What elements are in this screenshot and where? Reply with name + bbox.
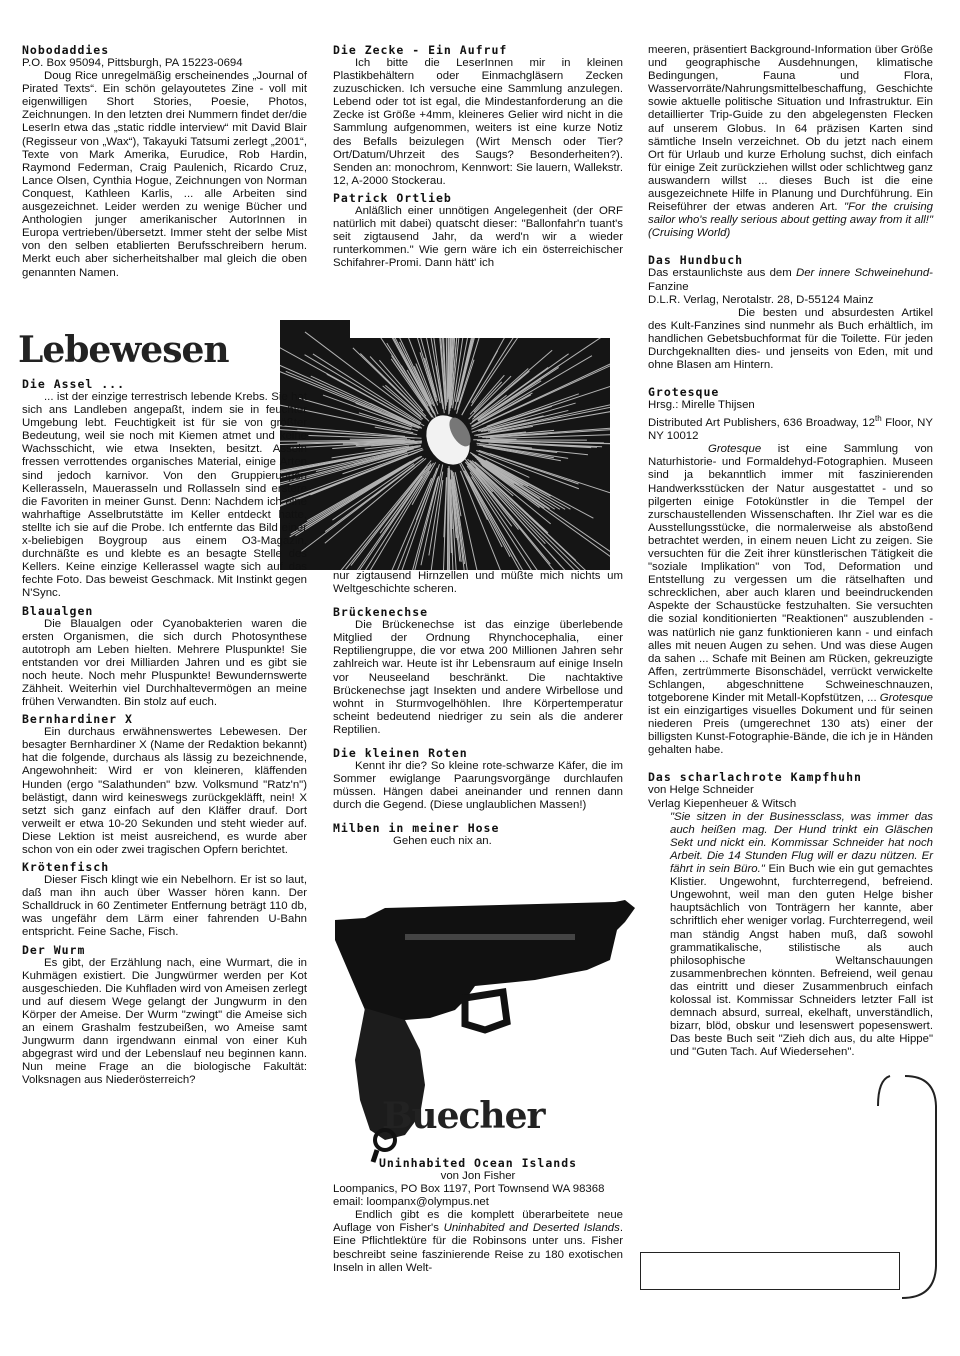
text-islands: [333, 1209, 623, 1274]
heading-blaualgen: Blaualgen: [22, 603, 94, 618]
text-blaualgen: Die Blaualgen oder Cyanobakterien waren die ersten Organismen, die sich durch Photosynthese autotroph am Leben hielten. Mehrere Pluspunkte! Sie entstanden vor drei Milliarden Jahren und es gibt sie noch heute. Noch mehr Pluspunkte! Bewundernswerte Zähheit. Weiterhin viel Durchhaltevermögen an meine frühen Verwandten. Bin stolz auf euch.: [22, 617, 307, 709]
column-left-lower: [22, 378, 307, 1088]
publisher-islands: Loompanics, PO Box 1197, Port Townsend WA 98368: [333, 1183, 605, 1196]
title-schweinehund: Der innere Schweinehund: [796, 267, 930, 280]
text-bernhardiner: Ein durchaus erwähnenswertes Lebewesen. Der besagter Bernhardiner X (Name der Redaktion bekannt) hat die folgende, durchaus als lässig zu bezeichnende, Angewohnheit: Wird er von kleineren, kläffenden Hunden (ergo "Salathunden" bzw. Volksmund "Ratz'n") belästigt, dann wird keineswegs zurückgekläfft, nein! X setzt sich ganz einfach auf den Kläffer drauf. Dort verweilt er etwa 10-20 Sekunden und steht wieder auf. Diese Lektion ist meist ausreichend, es wurde aber schon von ein oder zwei tragischen Opfern berichtet.: [22, 726, 307, 856]
publisher-hundbuch: D.L.R. Verlag, Nerotalstr. 28, D-55124 Mainz: [648, 293, 874, 306]
text-kampfhuhn: [648, 811, 933, 1060]
heading-milben: Milben in meiner Hose: [333, 821, 500, 836]
section-title-lebewesen: Lebewesen: [18, 329, 229, 371]
text-hundbuch: Die besten und absurdesten Artikel des Kult-Fanzines sind nunmehr als Buch erhältlich, im handlichen Gebetsbuchformat für die Toilette. Für jeden Durchgeknallten dies- und jenseits von Eden, mit und ohne Blasen am Hintern.: [648, 306, 933, 372]
heading-ortlieb: Patrick Ortlieb: [333, 190, 452, 205]
publisher-kampfhuhn: Verlag Kiepenheuer & Witsch: [648, 797, 797, 810]
text-islands-title: Uninhabited and Deserted Islands: [443, 1222, 620, 1235]
text-brueckenechse: Die Brückenechse ist das einzige überlebende Mitglied der Ordnung Rhynchocephalia, einer Reptiliengruppe, die vor etwa 200 Millionen Jahren sehr zahlreich war. Heute ist ihr Lebensraum auf einige Inseln vor Neuseeland beschränkt. Die nachtaktive Brückenechse jagt Insekten und andere Wirbellose und wohnt in Sturmvogelhöhlen. Ihre Körpertemperatur scheint bedeutend niedriger zu sein als die anderer Reptilien.: [333, 619, 623, 736]
publisher-grotesque-sup: th: [874, 414, 882, 424]
quote-kampfhuhn: "Sie sitzen in der Businessclass, was immer das auch heißen mag. Der Hund trinkt ein Gläschen Sekt und nickt ein. Kommissar Schneider hat noch Arbeit. Die 14 Stunden Flug will er dazu nützen. Er fährt in sein Büro.": [670, 810, 933, 876]
quote-cruising-world: "For the cruising sailor who's really serious about getting away from it all!" (Cruising World): [648, 201, 933, 240]
heading-kampfhuhn: Das scharlachrote Kampfhuhn: [648, 770, 862, 785]
heading-wurm: Der Wurm: [22, 942, 86, 957]
heading-kroetenfisch: Krötenfisch: [22, 860, 110, 875]
intro-hundbuch: [648, 267, 933, 293]
column-middle-top: [333, 44, 623, 270]
email-islands: email: loompanx@olympus.net: [333, 1196, 489, 1209]
column-left-top: [22, 44, 307, 280]
publisher-grotesque-text: Distributed Art Publishers, 636 Broadway, 12: [648, 417, 875, 430]
author-kampfhuhn: von Helge Schneider: [648, 784, 754, 797]
heading-hundbuch: Das Hundbuch: [648, 253, 744, 268]
author-islands: von Jon Fisher: [440, 1170, 516, 1182]
intro-hundbuch-post: -Fanzine: [648, 267, 934, 293]
urchin-image: [280, 320, 610, 570]
text-grotesque: [648, 443, 933, 757]
text-ortlieb-continued: nur zigtausend Hirnzellen und müßte mich nichts um Weltgeschichte scheren.: [333, 570, 623, 596]
text-wurm: Es gibt, der Erzählung nach, eine Wurmart, die in Kuhmägen existiert. Die Jungwürmer werden per Kot ausgeschieden. Die Kuhfladen wird von Ameisen zerlegt und auf diesem Wege gelangt der Jungwurm in den Körper der Ameise. Der Wurm "zwingt" die Ameise sich an einem Grashalm festzubeißen, wo Ameise samt Jungwurm dann irgendwann einmal von einer Kuh abgegrast wird und der Lebenslauf neu beginnen kann. Nun meine Frage an die biologische Fakultät: Volksnagen aus Niederösterreich?: [22, 956, 307, 1087]
publisher-grotesque: [648, 412, 933, 443]
editor-grotesque: Hrsg.: Mirelle Thijsen: [648, 399, 755, 412]
text-kroetenfisch: Dieser Fisch klingt wie ein Nebelhorn. Er ist so laut, daß man ihn auch über Wasser hören kann. Der Schalldruck in 60 Zentimeter Entfernung beträgt 110 db, was ungefähr dem Lärm einer fahrenden U-Bahn entspricht. Feine Sache, Fisch.: [22, 874, 307, 939]
address-nobodaddies: P.O. Box 95094, Pittsburgh, PA 15223-0694: [22, 57, 243, 69]
heading-assel: Die Assel ...: [22, 377, 126, 391]
heading-brueckenechse: Brückenechse: [333, 605, 429, 620]
heading-islands: Uninhabited Ocean Islands: [378, 1156, 578, 1170]
text-roten: Kennt ihr die? So kleine rote-schwarze Käfer, die im Sommer ewiglange Paarungsvorgänge durchlaufen müssen. Hängen dabei aneinander und rennen dann durch die Gegend. (Diese unglaublichen Massen!): [333, 760, 623, 812]
text-zecke: Ich bitte die LeserInnen mir in kleinen Plastikbehältern oder Einmachgläsern Zecken zuzuschicken. Ich versuche eine Sammlung anzulegen. Lebend oder tot ist egal, die Mindestanforderung an die Zecke ist Größe +4mm, kleineres Gelier wird nicht in die Sammlung aufgenommen, weiters ist eine kurze Notiz des Befalls beizulegen (Wirt Mensch oder Tier? Ort/Datum/Uhrzeit des Saugs? Besonderheiten?). Senden an: monochrom, Kennwort: Sie lauern, Wallekstr. 12, A-2000 Stockerau.: [333, 57, 623, 187]
empty-box: [640, 1252, 900, 1290]
heading-roten: Die kleinen Roten: [333, 746, 468, 761]
heading-nobodaddies: Nobodaddies: [22, 43, 110, 57]
text-assel: ... ist der einzige terrestrisch lebende Krebs. Sie hat sich ans Landleben angepaßt, indem sie in feuchter Umgebung lebt. Feuchtigkeit ist für sie von größter Bedeutung, weil sie noch mit Kiemen atmet und keine Wachsschicht, wie etwa Insekten, besitzt. Asseln fressen verrottendes organisches Material, einige Arten sind jedoch karnivor. Von den Gruppierungen Kellerasseln, Mauerasseln und Rollasseln sind erstere die Favoriten in meiner Gunst. Denn: Nachdem ich eine wahrhaftige Asselbrutstätte im Keller entdeckt hatte, stellte ich sie auf die Probe. Ich entfernte das Bild einer x-beliebigen Boygroup aus einem O3-Magazin, durchnäßte es und klebte es an besagte Stelle des Kellers. Keine einzige Kellerassel wagte sich auf das fechte Foto. Das beweist Geschmack. Mit Instinkt gegen N'Sync.: [22, 391, 307, 600]
column-right: [648, 44, 933, 1059]
text-grotesque-main: ist eine Sammlung von Naturhistorie- und Formaldehyd-Fotographien. Museen sind ja bekanntlich immer mit faszinierenden Handwerksstücken der Natur ausgestattet - und so pilgerten einige Fotokünstler in die Tempel der zurschaustellenden Wissenschaften. Ihr Ziel war es die Ausstellungsstücke, die normalerweise als abstoßend betrachtet werden, in einem neuen Licht zu zeigen. Sie versuchten für die Zeit ihrer künstlerischen Tätigkeit die "soziale Implikation" von Tod, Deformation und Entstellung zu vergessen um die rätselhaften und schrecklichen, aber auch klaren und beeindruckenden Aspekte der Schaustücke festzuhalten. Sie versuchten die sozial konditionierten "Reaktionen" auszublenden - was natürlich nie ganz funktionieren kann - und einfach alles mit neuen Augen zu sehen. Und was diese Augen da sahen ... Schafe mit Beinen am Rücken, gekreuzigte Affen, zertrümmerte Bisonschädel, verrückt verwickelte Schlangen, abgeschnittene Schweineschnauzen, totgeborene Kinder mit Metall-Kopfstützen, ...: [648, 443, 933, 705]
text-islands-continued: [648, 44, 933, 240]
text-kampfhuhn-main: Ein Buch wie ein gut gemachtes Klistier. Ungewohnt, furchterregend, befreiend. Ungewohnt, weil man den guten Helge bisher hauptsächlich von Tonträgern her kannte, aber schriftlich eher weniger vorlag. Furchterregend, weil man ständig Angst haben muß, daß sowohl grammatikalische, stilistische als auch philosophische Weltanschauungen zusammenbrechen könnten. Befreiend, weil genau das eintritt und dieser Zusammenbruch einfach kolossal ist. Kommissar Schneiders letzter Fall ist demnach absurd, surreal, ekelhaft, unverständlich, bizarr, blöd, obskur und lesenswert popesenswert. Das beste Buch seit "Zieh dich aus, du alte Hippe" und "Guten Tach. Auf Wiedersehen".: [670, 863, 933, 1059]
title-grotesque-2: Grotesque: [879, 692, 933, 705]
column-middle-mid: [333, 570, 623, 849]
publisher-grotesque-post: Floor, NY NY 10012: [648, 417, 934, 443]
text-nobodaddies: Doug Rice unregelmäßig erscheinendes „Journal of Pirated Texts“. Ein schön gelayoutetes Zine - voll mit eigenwilligen Short Stories, Poesie, Photos, Zeichnungen. In den letzten drei Nummern findet der/die LeserIn etwa das „static riddle interview“ mit David Blair (Regisseur von „Wax“), Takayuki Tatsumi zerlegt „2001“, Texte von Mark Amerika, Eurudice, Rob Hardin, Raymond Federman, Craig Paulenich, Ricardo Cruz, Lance Olsen, Cynthia Hogue, Zeichnungen von Norman Conquest, Kathleen Karlis, ... alle Arbeiten sind ausgezeichnet. Leider werden zu wenige Bücher und Anthologien junger amerikanischer AutorInnen in Europa vertrieben/übersetzt. Immer steht der selbe Mist von den selben etablierten Berufsschreibern herum. Merkt euch aber sicherheitshalber mal gleich die oben genannten Namen.: [22, 70, 307, 279]
column-middle-bottom: [333, 1157, 623, 1275]
heading-zecke: Die Zecke - Ein Aufruf: [333, 43, 508, 57]
intro-hundbuch-pre: Das erstaunlichste aus dem: [648, 267, 796, 280]
text-islands-cont: meeren, präsentiert Background-Information über Größe und geographische Ausdehnungen, klimatische Bedingungen, Fauna und Flora, Wasservorräte/Nahrungsmittelbeschaffung, Geschichte sowie aktuelle politische Situation und Infrastruktur. Ein detaillierter Trip-Guide zu den abgelegensten Flecken auf unserem Globus. In 64 präzisen Karten sind sämtliche Inseln verzeichnet. Ob du jetzt nach einem Ort für Urlaub und kurze Erholung suchst, dich einfach für einige Zeit zurückziehen willst oder schlichtweg ganz auswandern willst ... dieses Buch ist die eine ausgezeichnete Hilfe in Planung und Durchführung. Ein Reiseführer der etwas anderen Art.: [648, 44, 933, 214]
text-ortlieb: Anläßlich einer unnötigen Angelegenheit (der ORF natürlich mit dabei) quatscht dieser: "Ballonfahr'n tuant's seit zigtausend Jahr, da werd'n wir a wieder runterkommen." Wie gern wäre ich ein österreichischer Schifahrer-Promi. Dann hätt' ich: [333, 204, 623, 270]
text-islands-post: . Eine Pflichtlektüre für die Robinsons unter uns. Fisher beschreibt seine faszinierende Reise zu 180 exotischen Inseln in allen Welt-: [333, 1222, 624, 1274]
heading-grotesque: Grotesque: [648, 385, 720, 400]
text-islands-pre: Endlich gibt es die komplett überarbeitete neue Auflage von Fisher's: [333, 1209, 623, 1235]
text-milben: Gehen euch nix an.: [393, 835, 492, 848]
title-grotesque-1: Grotesque: [708, 443, 762, 456]
text-grotesque-end: ist ein einzigartiges visuelles Dokument und für seinen niederen Preis (umgerechnet 130 ats) einer der billigsten Kunst-Fotographie-Bände, die ich je in Händen gehalten habe.: [648, 705, 933, 757]
section-title-buecher: Buecher: [382, 1095, 545, 1137]
sea-urchin-photo: [280, 320, 610, 570]
heading-bernhardiner: Bernhardiner X: [22, 712, 133, 727]
